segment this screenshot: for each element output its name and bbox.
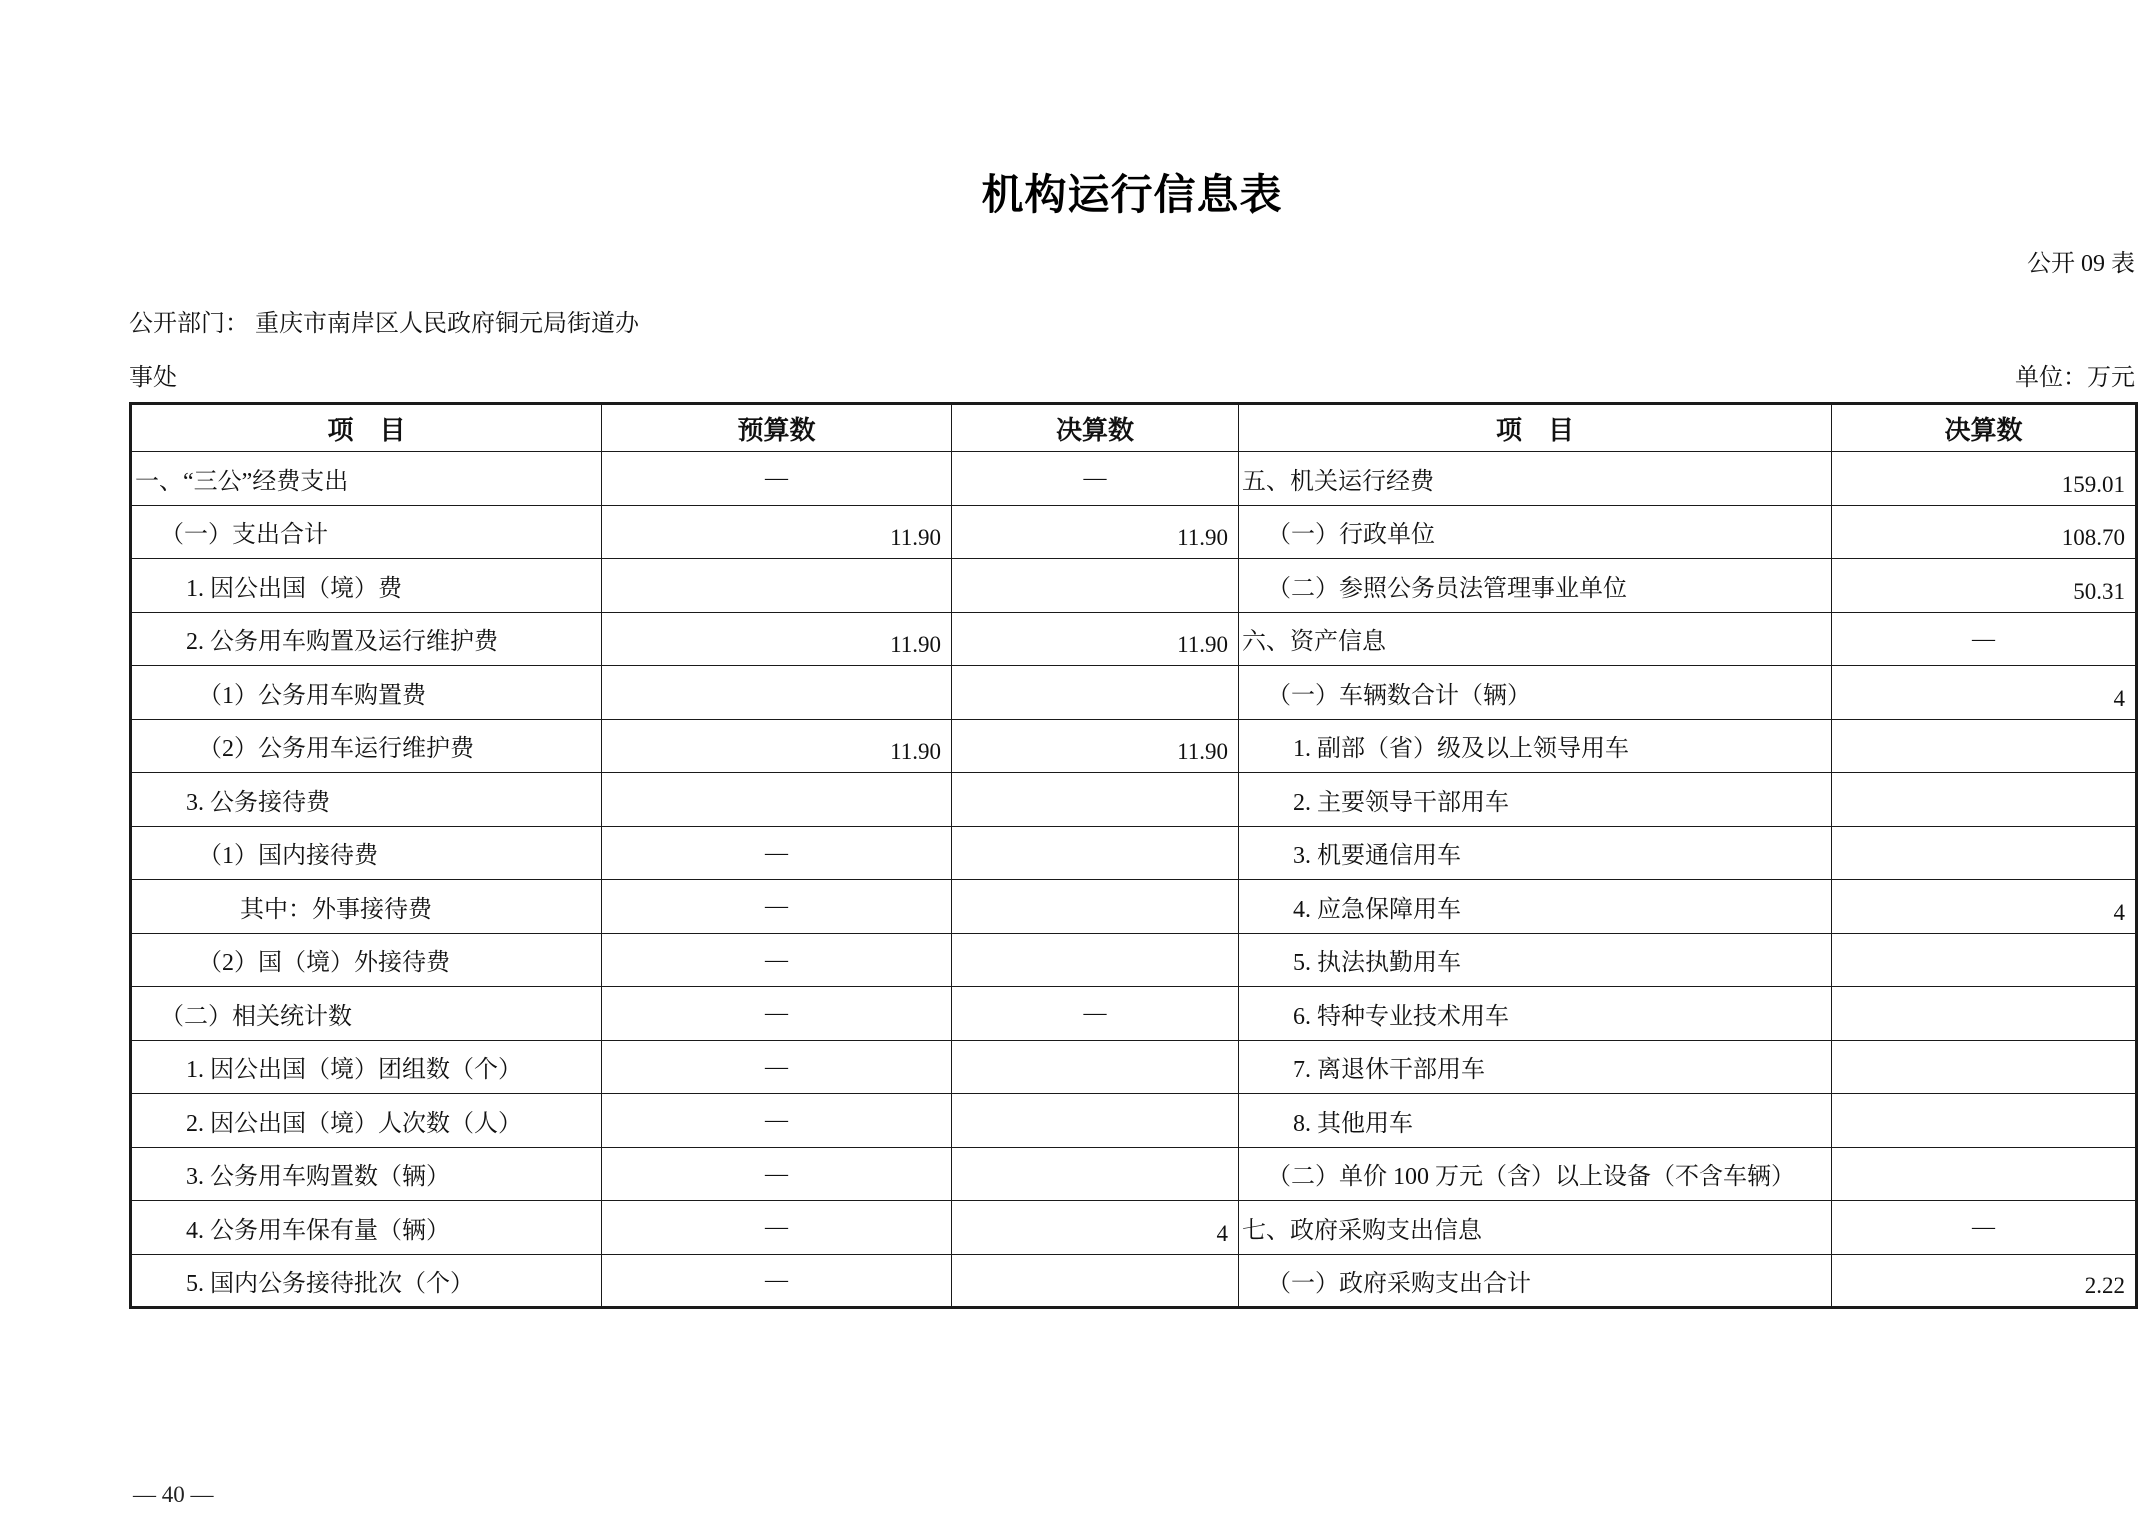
item-cell-right: （二）参照公务员法管理事业单位 <box>1239 559 1832 613</box>
final-cell-right: 159.01 <box>1832 452 2137 506</box>
table-row <box>131 559 2137 613</box>
table-row <box>131 987 2137 1041</box>
final-cell-right <box>1832 826 2137 880</box>
final-cell-left <box>952 559 1239 613</box>
final-cell-right: 108.70 <box>1832 505 2137 559</box>
final-cell-right <box>1832 1094 2137 1148</box>
budget-table <box>129 402 2138 1309</box>
header-budget: 预算数 <box>602 404 952 452</box>
final-cell-left <box>952 1254 1239 1308</box>
header-final-right: 决算数 <box>1832 404 2137 452</box>
final-cell-right <box>1832 773 2137 827</box>
final-cell-left <box>952 1040 1239 1094</box>
item-cell-left: 一、“三公”经费支出 <box>131 452 602 506</box>
item-cell-left: 2. 公务用车购置及运行维护费 <box>131 612 602 666</box>
final-cell-right <box>1832 719 2137 773</box>
document-content <box>129 0 2135 1309</box>
table-header <box>131 404 2137 452</box>
final-cell-left: — <box>952 987 1239 1041</box>
budget-cell: — <box>602 826 952 880</box>
final-cell-left <box>952 1094 1239 1148</box>
final-cell-right <box>1832 1040 2137 1094</box>
final-cell-left: 4 <box>952 1201 1239 1255</box>
item-cell-left: （二）相关统计数 <box>131 987 602 1041</box>
item-cell-right: （一）政府采购支出合计 <box>1239 1254 1832 1308</box>
budget-cell <box>602 773 952 827</box>
final-cell-left: 11.90 <box>952 719 1239 773</box>
item-cell-right: （一）车辆数合计（辆） <box>1239 666 1832 720</box>
item-cell-left: 其中：外事接待费 <box>131 880 602 934</box>
final-cell-left <box>952 773 1239 827</box>
page-number: — 40 — <box>133 1482 214 1507</box>
table-row <box>131 1201 2137 1255</box>
final-cell-right: 4 <box>1832 880 2137 934</box>
form-code: 公开 09 表 <box>2027 251 2135 277</box>
budget-cell: 11.90 <box>602 505 952 559</box>
page-title: 机构运行信息表 <box>981 173 1283 219</box>
table-row <box>131 1254 2137 1308</box>
budget-cell: — <box>602 1254 952 1308</box>
item-cell-right: （一）行政单位 <box>1239 505 1832 559</box>
item-cell-left: 1. 因公出国（境）团组数（个） <box>131 1040 602 1094</box>
item-cell-right: （二）单价 100 万元（含）以上设备（不含车辆） <box>1239 1147 1832 1201</box>
budget-cell <box>602 559 952 613</box>
budget-cell: — <box>602 1201 952 1255</box>
item-cell-left: （一）支出合计 <box>131 505 602 559</box>
item-cell-left: 3. 公务接待费 <box>131 773 602 827</box>
table-row <box>131 773 2137 827</box>
table-row <box>131 826 2137 880</box>
table-row <box>131 1147 2137 1201</box>
table-row <box>131 452 2137 506</box>
final-cell-left <box>952 933 1239 987</box>
item-cell-left: 1. 因公出国（境）费 <box>131 559 602 613</box>
final-cell-right: — <box>1832 612 2137 666</box>
budget-cell: — <box>602 1040 952 1094</box>
item-cell-left: （2）国（境）外接待费 <box>131 933 602 987</box>
budget-cell: — <box>602 1147 952 1201</box>
item-cell-left: 4. 公务用车保有量（辆） <box>131 1201 602 1255</box>
final-cell-right: — <box>1832 1201 2137 1255</box>
final-cell-right: 2.22 <box>1832 1254 2137 1308</box>
budget-cell: — <box>602 452 952 506</box>
department-line-wrap: 事处 <box>129 365 177 391</box>
item-cell-left: （2）公务用车运行维护费 <box>131 719 602 773</box>
budget-cell: 11.90 <box>602 719 952 773</box>
item-cell-right: 7. 离退休干部用车 <box>1239 1040 1832 1094</box>
header-final-left: 决算数 <box>952 404 1239 452</box>
final-cell-right <box>1832 933 2137 987</box>
item-cell-right: 六、资产信息 <box>1239 612 1832 666</box>
item-cell-left: （1）公务用车购置费 <box>131 666 602 720</box>
meta-line <box>129 362 2135 394</box>
table-row <box>131 1040 2137 1094</box>
final-cell-left <box>952 826 1239 880</box>
department-line: 公开部门： 重庆市南岸区人民政府铜元局街道办 <box>129 311 639 337</box>
item-cell-right: 七、政府采购支出信息 <box>1239 1201 1832 1255</box>
budget-cell <box>602 666 952 720</box>
final-cell-left: — <box>952 452 1239 506</box>
budget-cell: 11.90 <box>602 612 952 666</box>
table-row <box>131 612 2137 666</box>
final-cell-right: 50.31 <box>1832 559 2137 613</box>
table-row <box>131 1094 2137 1148</box>
table-body <box>131 452 2137 1308</box>
item-cell-right: 4. 应急保障用车 <box>1239 880 1832 934</box>
header-item-right: 项 目 <box>1239 404 1832 452</box>
item-cell-right: 5. 执法执勤用车 <box>1239 933 1832 987</box>
item-cell-right: 6. 特种专业技术用车 <box>1239 987 1832 1041</box>
table-row <box>131 505 2137 559</box>
item-cell-right: 1. 副部（省）级及以上领导用车 <box>1239 719 1832 773</box>
final-cell-left: 11.90 <box>952 505 1239 559</box>
budget-cell: — <box>602 1094 952 1148</box>
table-header-row <box>131 404 2137 452</box>
table-row <box>131 933 2137 987</box>
item-cell-right: 8. 其他用车 <box>1239 1094 1832 1148</box>
final-cell-left <box>952 1147 1239 1201</box>
final-cell-right: 4 <box>1832 666 2137 720</box>
final-cell-right <box>1832 1147 2137 1201</box>
table-row <box>131 719 2137 773</box>
budget-cell: — <box>602 987 952 1041</box>
item-cell-left: 5. 国内公务接待批次（个） <box>131 1254 602 1308</box>
unit-label: 单位：万元 <box>2015 365 2135 391</box>
header-item-left: 项 目 <box>131 404 602 452</box>
item-cell-right: 3. 机要通信用车 <box>1239 826 1832 880</box>
final-cell-left <box>952 666 1239 720</box>
item-cell-left: 2. 因公出国（境）人次数（人） <box>131 1094 602 1148</box>
final-cell-left <box>952 880 1239 934</box>
table-row <box>131 666 2137 720</box>
final-cell-right <box>1832 987 2137 1041</box>
table-row <box>131 880 2137 934</box>
budget-cell: — <box>602 933 952 987</box>
item-cell-left: （1）国内接待费 <box>131 826 602 880</box>
item-cell-right: 2. 主要领导干部用车 <box>1239 773 1832 827</box>
item-cell-left: 3. 公务用车购置数（辆） <box>131 1147 602 1201</box>
budget-cell: — <box>602 880 952 934</box>
final-cell-left: 11.90 <box>952 612 1239 666</box>
item-cell-right: 五、机关运行经费 <box>1239 452 1832 506</box>
